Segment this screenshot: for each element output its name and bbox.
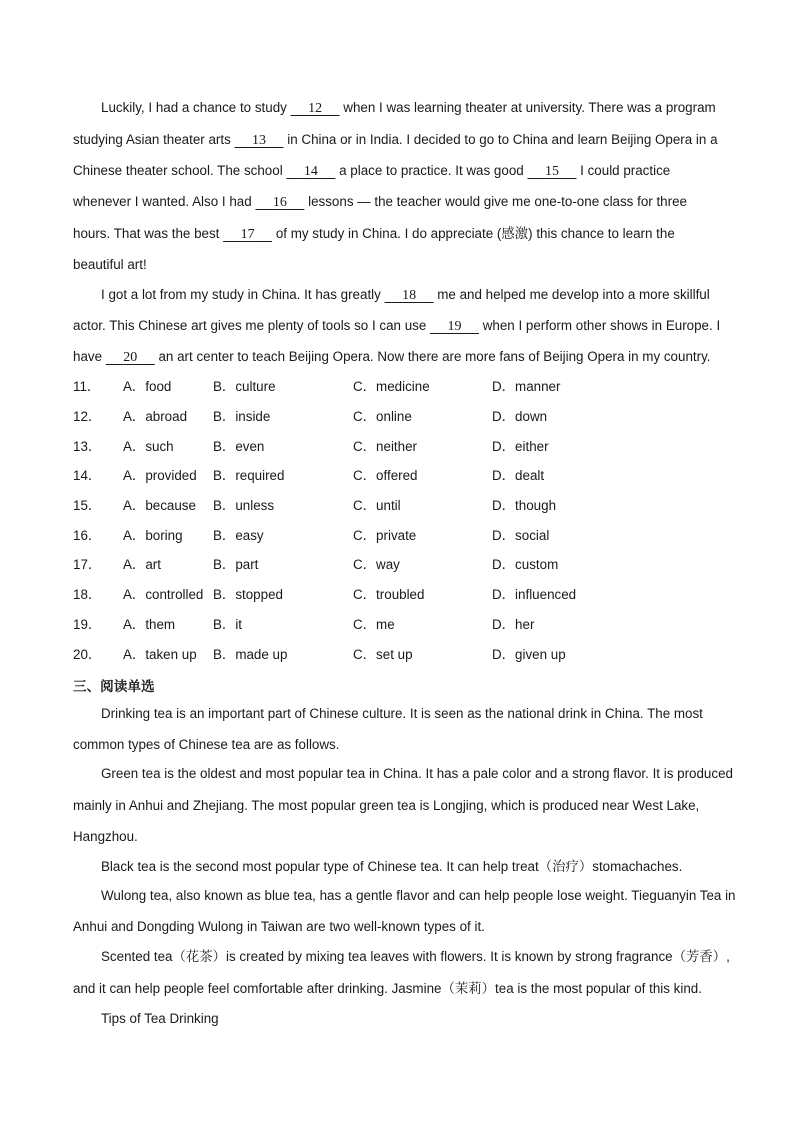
passage2-line-5: Hangzhou.: [73, 829, 138, 844]
section-title: 三、阅读单选: [73, 679, 155, 695]
text-segment: hours. That was the best: [73, 226, 224, 241]
text-segment: Chinese theater school. The school: [73, 163, 287, 178]
option-d: D．manner: [492, 379, 561, 394]
option-c: C．medicine: [353, 379, 430, 394]
option-c: C．private: [353, 528, 417, 543]
question-number: 13．: [73, 439, 102, 454]
question-number: 15．: [73, 498, 102, 513]
question-number: 19．: [73, 617, 102, 632]
passage2-line-3: Green tea is the oldest and most popular tea in China. It has a pale color and a strong flavor. It is produced: [101, 766, 733, 781]
option-a: A．food: [123, 379, 172, 394]
blank-19: 19: [447, 319, 462, 334]
option-d: D．dealt: [492, 468, 545, 483]
passage1-line-6: [73, 256, 147, 274]
question-number: 18．: [73, 587, 102, 602]
text-segment: me and helped me develop into a more skillful: [433, 287, 710, 302]
text-segment: in China or in India. I decided to go to China and learn Beijing Opera in a: [283, 132, 718, 147]
passage2-line-2: common types of Chinese tea are as follows.: [73, 737, 340, 752]
text-segment: of my study in China. I do appreciate (感激) this chance to learn the: [272, 226, 675, 241]
option-d: D．social: [492, 528, 550, 543]
text-segment: I got a lot from my study in China. It has greatly: [101, 287, 385, 302]
passage1-line-5: [73, 225, 675, 244]
blank-17: 17: [240, 227, 255, 242]
blank-18: 18: [402, 288, 417, 303]
option-c: C．set up: [353, 647, 413, 662]
passage1-line-1: [101, 99, 716, 118]
text-segment: beautiful art!: [73, 257, 147, 272]
passage2-line-11: Tips of Tea Drinking: [101, 1011, 219, 1026]
blank-13: 13: [252, 133, 267, 148]
option-b: B．stopped: [213, 587, 283, 602]
question-number: 11．: [73, 379, 101, 394]
text-segment: when I was learning theater at university. There was a program: [339, 100, 716, 115]
option-c: C．troubled: [353, 587, 425, 602]
option-a: A．boring: [123, 528, 183, 543]
option-a: A．because: [123, 498, 196, 513]
option-b: B．required: [213, 468, 285, 483]
option-d: D．though: [492, 498, 557, 513]
text-segment: I could practice: [576, 163, 671, 178]
option-a: A．such: [123, 439, 174, 454]
text-segment: whenever I wanted. Also I had: [73, 194, 256, 209]
question-number: 20．: [73, 647, 102, 662]
blank-14: 14: [303, 164, 318, 179]
question-number: 16．: [73, 528, 102, 543]
option-a: A．abroad: [123, 409, 188, 424]
option-b: B．easy: [213, 528, 264, 543]
blank-20: 20: [123, 350, 138, 365]
blank-12: 12: [308, 101, 323, 116]
passage2-line-10: and it can help people feel comfortable after drinking. Jasmine（茉莉）tea is the most popular of this kind.: [73, 981, 702, 996]
blank-16: 16: [272, 195, 287, 210]
option-c: C．online: [353, 409, 412, 424]
option-b: B．even: [213, 439, 265, 454]
option-d: D．given up: [492, 647, 566, 662]
text-segment: an art center to teach Beijing Opera. Now there are more fans of Beijing Opera in my country.: [154, 349, 711, 364]
option-c: C．until: [353, 498, 401, 513]
passage1-line-4: [73, 193, 687, 212]
text-segment: studying Asian theater arts: [73, 132, 235, 147]
option-a: A．art: [123, 557, 161, 572]
passage2-line-6: Black tea is the second most popular type of Chinese tea. It can help treat（治疗）stomachaches.: [101, 859, 683, 874]
text-segment: have: [73, 349, 106, 364]
passage1-line-8: [73, 317, 720, 336]
option-a: A．taken up: [123, 647, 197, 662]
option-b: B．culture: [213, 379, 276, 394]
option-a: A．provided: [123, 468, 197, 483]
blank-15: 15: [544, 164, 559, 179]
passage1-line-3: [73, 162, 670, 181]
option-b: B．unless: [213, 498, 275, 513]
passage2-line-4: mainly in Anhui and Zhejiang. The most popular green tea is Longjing, which is produced near West Lake,: [73, 798, 700, 813]
option-b: B．it: [213, 617, 243, 632]
option-c: C．me: [353, 617, 395, 632]
passage1-line-7: [101, 286, 710, 305]
option-d: D．her: [492, 617, 535, 632]
text-segment: when I perform other shows in Europe. I: [479, 318, 721, 333]
question-number: 14．: [73, 468, 102, 483]
passage2-line-7: Wulong tea, also known as blue tea, has a gentle flavor and can help people lose weight. Tieguanyin Tea in: [101, 888, 736, 903]
passage1-line-9: [73, 348, 711, 367]
text-segment: lessons — the teacher would give me one-to-one class for three: [304, 194, 687, 209]
option-d: D．either: [492, 439, 549, 454]
question-number: 12．: [73, 409, 102, 424]
option-b: B．part: [213, 557, 259, 572]
passage1-line-2: [73, 131, 718, 150]
option-d: D．custom: [492, 557, 559, 572]
passage2-line-1: Drinking tea is an important part of Chinese culture. It is seen as the national drink in China. The most: [101, 706, 703, 721]
option-b: B．inside: [213, 409, 271, 424]
option-a: A．controlled: [123, 587, 204, 602]
option-c: C．neither: [353, 439, 418, 454]
question-number: 17．: [73, 557, 102, 572]
option-a: A．them: [123, 617, 176, 632]
text-segment: actor. This Chinese art gives me plenty of tools so I can use: [73, 318, 431, 333]
option-c: C．way: [353, 557, 400, 572]
option-d: D．down: [492, 409, 548, 424]
passage2-line-9: Scented tea（花茶）is created by mixing tea leaves with flowers. It is known by strong fragrance（芳香）,: [101, 949, 730, 964]
option-d: D．influenced: [492, 587, 577, 602]
option-c: C．offered: [353, 468, 418, 483]
passage2-line-8: Anhui and Dongding Wulong in Taiwan are two well-known types of it.: [73, 919, 485, 934]
option-b: B．made up: [213, 647, 288, 662]
text-segment: Luckily, I had a chance to study: [101, 100, 291, 115]
text-segment: a place to practice. It was good: [335, 163, 528, 178]
